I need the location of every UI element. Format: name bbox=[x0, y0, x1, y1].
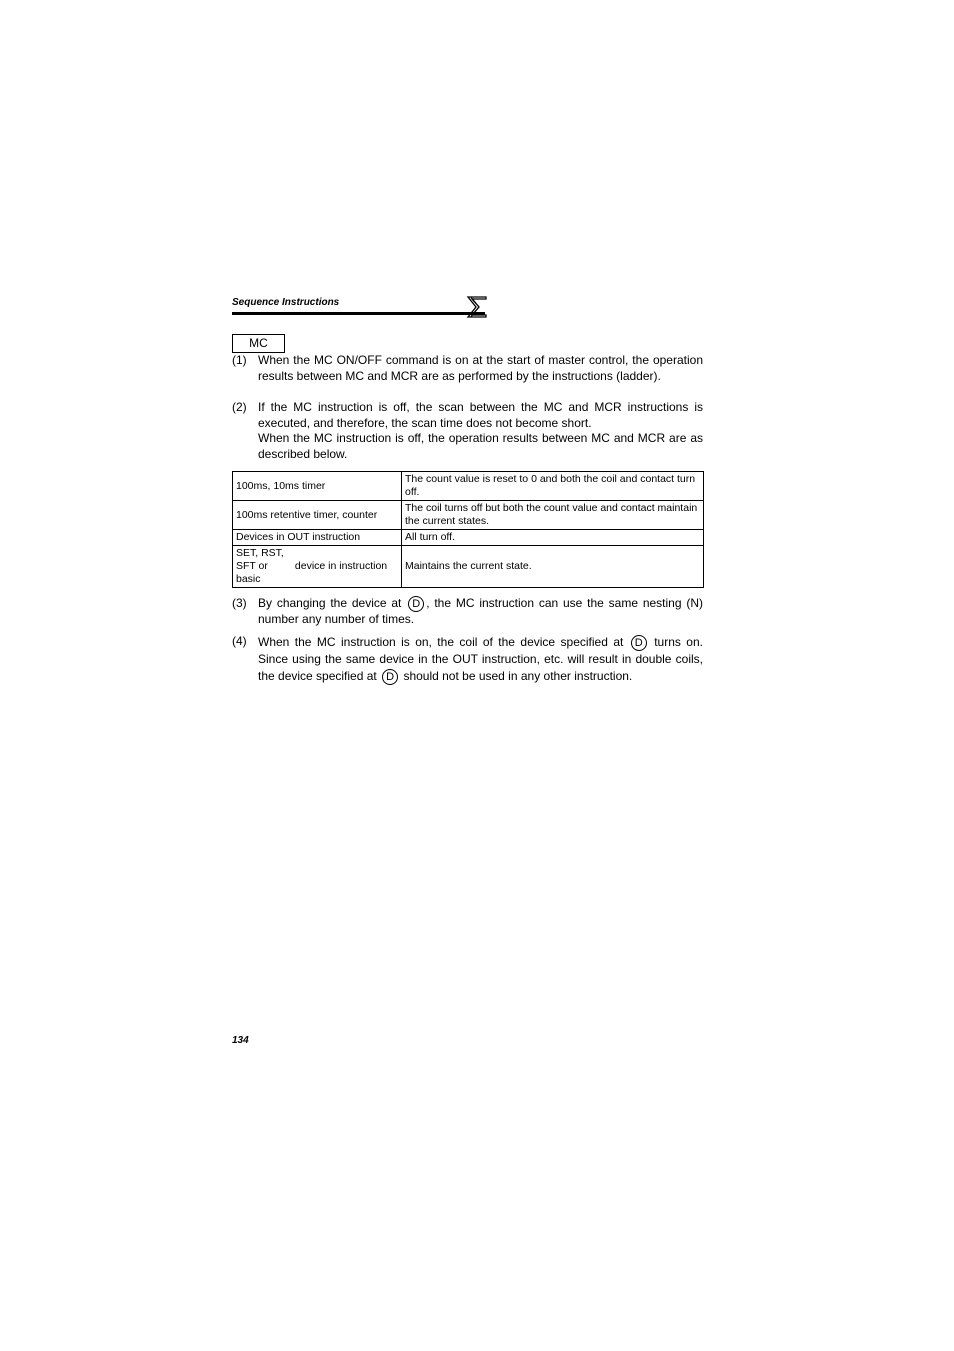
table-cell-behavior: The coil turns off but both the count value and contact maintain the current states. bbox=[402, 501, 704, 530]
list-item-text-continued: When the MC instruction is off, the operation results between MC and MCR are as described below. bbox=[258, 431, 703, 461]
table-cell-device: SET, RST, SFT or device in instruction basic bbox=[233, 546, 402, 588]
table-cell-device: Devices in OUT instruction bbox=[233, 530, 402, 546]
section-header-title: Sequence Instructions bbox=[232, 297, 340, 308]
table-cell-device: 100ms retentive timer, counter bbox=[233, 501, 402, 530]
list-item-text: If the MC instruction is off, the scan between the MC and MCR instructions is executed, and therefore, the scan time does not become short. bbox=[258, 400, 703, 430]
page-number: 134 bbox=[232, 1035, 249, 1046]
table-cell-behavior: Maintains the current state. bbox=[402, 546, 704, 588]
device-d-symbol-icon: D bbox=[408, 596, 424, 612]
header-rule bbox=[232, 312, 485, 315]
table-cell-device: 100ms, 10ms timer bbox=[233, 472, 402, 501]
mc-off-behavior-table bbox=[232, 471, 704, 588]
list-item-2: (2) If the MC instruction is off, the scan between the MC and MCR instructions is executed, and therefore, the scan time does not become short. When the MC instruction is off, the operation results between MC and MCR are as described below. bbox=[232, 400, 703, 461]
table-row bbox=[233, 501, 704, 530]
table-cell-behavior: The count value is reset to 0 and both the coil and contact turn off. bbox=[402, 472, 704, 501]
table-row bbox=[233, 546, 704, 588]
brand-logo-icon bbox=[466, 296, 488, 318]
list-item-text: When the MC ON/OFF command is on at the start of master control, the operation results between MC and MCR are as performed by the instructions (ladder). bbox=[258, 353, 703, 383]
table-cell-behavior: All turn off. bbox=[402, 530, 704, 546]
mc-instruction-label: MC bbox=[232, 334, 285, 353]
list-item-text: By changing the device at D , the MC instruction can use the same nesting (N) number any number of times. bbox=[258, 596, 703, 626]
list-item-3: (3) By changing the device at D , the MC instruction can use the same nesting (N) number any number of times. bbox=[232, 596, 703, 626]
list-item-1: (1) When the MC ON/OFF command is on at the start of master control, the operation results between MC and MCR are as performed by the instructions (ladder). bbox=[232, 353, 703, 383]
table-row bbox=[233, 530, 704, 546]
list-item-4: (4) When the MC instruction is on, the coil of the device specified at D turns on. Since using the same device in the OUT instruction, etc. will result in double coils, the device specified at D should not be used in any other instruction. bbox=[232, 634, 703, 683]
device-d-symbol-icon: D bbox=[382, 669, 398, 685]
list-item-text: When the MC instruction is on, the coil of the device specified at D turns on. Since using the same device in the OUT instruction, etc. will result in double coils, the device specified at D should not be used in any other instruction. bbox=[258, 635, 703, 683]
table-row bbox=[233, 472, 704, 501]
device-d-symbol-icon: D bbox=[631, 635, 647, 651]
